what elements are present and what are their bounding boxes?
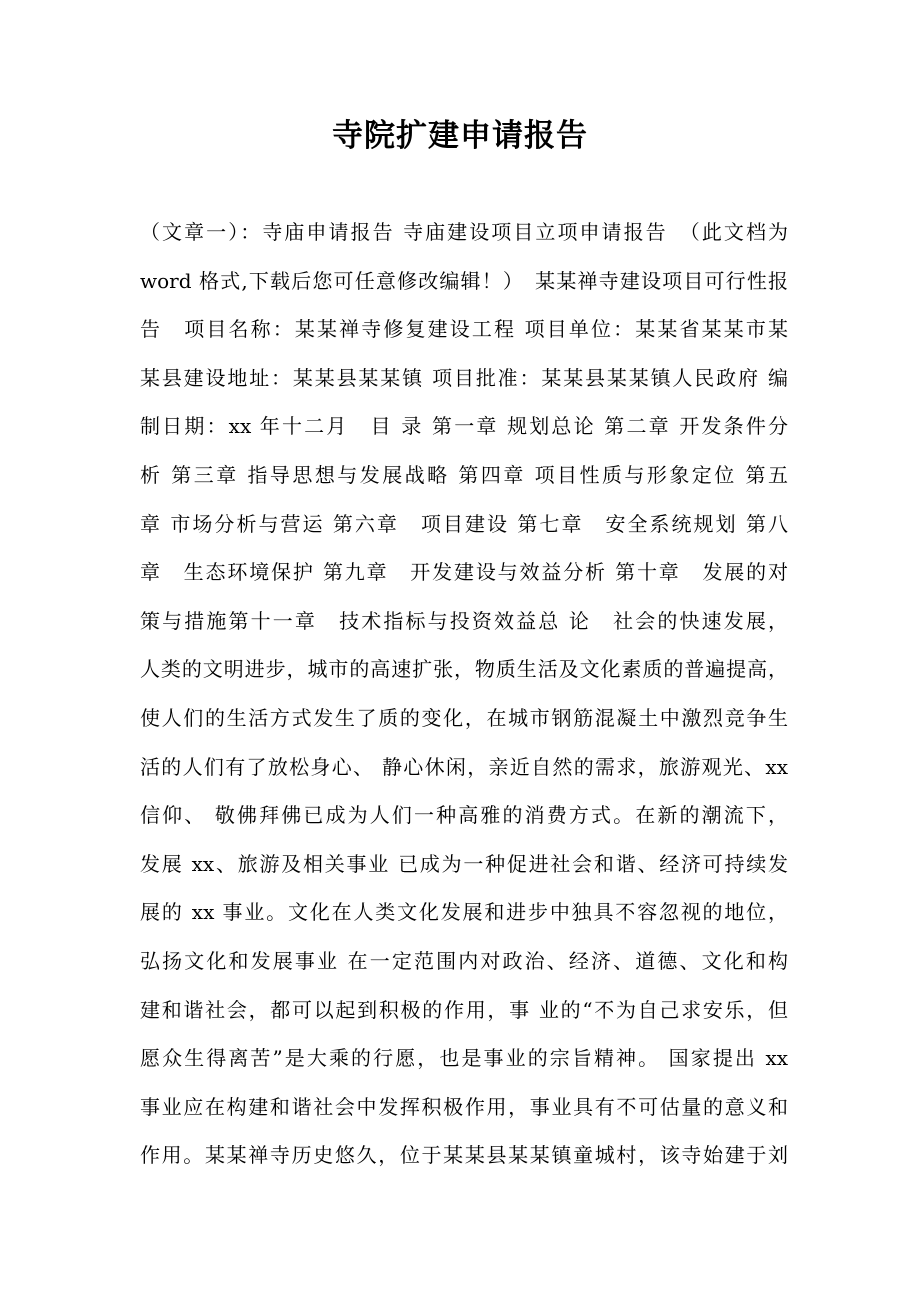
body-line: 使人们的生活方式发生了质的变化，在城市钢筋混凝土中激烈竞争生 (140, 705, 788, 730)
body-line: word 格式,下载后您可任意修改编辑！） 某某禅寺建设项目可行性报 (140, 268, 788, 293)
body-line: 制日期：xx 年十二月 目 录 第一章 规划总论 第二章 开发条件分 (140, 414, 788, 439)
document-title: 寺院扩建申请报告 (332, 118, 588, 154)
body-line: 章 生态环境保护 第九章 开发建设与效益分析 第十章 发展的对 (140, 560, 788, 585)
body-line: 告 项目名称：某某禅寺修复建设工程 项目单位：某某省某某市某 (140, 317, 788, 342)
body-line: （文章一）：寺庙申请报告 寺庙建设项目立项申请报告 （此文档为 (140, 220, 788, 244)
body-line: 某县建设地址：某某县某某镇 项目批准：某某县某某镇人民政府 编 (140, 365, 788, 390)
body-line: 章 市场分析与营运 第六章 项目建设 第七章 安全系统规划 第八 (140, 511, 788, 536)
body-line: 信仰、 敬佛拜佛已成为人们一种高雅的消费方式。在新的潮流下， (140, 803, 788, 828)
body-line: 人类的文明进步，城市的高速扩张，物质生活及文化素质的普遍提高， (140, 657, 788, 682)
body-line: 事业应在构建和谐社会中发挥积极作用，事业具有不可估量的意义和 (140, 1094, 788, 1119)
body-line: 发展 xx、旅游及相关事业 已成为一种促进社会和谐、经济可持续发 (140, 851, 788, 876)
body-line: 策与措施第十一章 技术指标与投资效益总 论 社会的快速发展， (140, 608, 788, 633)
body-line: 弘扬文化和发展事业 在一定范围内对政治、经济、道德、文化和构 (140, 948, 788, 973)
body-line: 活的人们有了放松身心、 静心休闲，亲近自然的需求，旅游观光、xx (140, 754, 788, 779)
body-line: 析 第三章 指导思想与发展战略 第四章 项目性质与形象定位 第五 (140, 462, 788, 487)
document-body (140, 208, 788, 1180)
body-line: 愿众生得离苦”是大乘的行愿，也是事业的宗旨精神。 国家提出 xx (140, 1046, 788, 1071)
body-line: 作用。某某禅寺历史悠久，位于某某县某某镇童城村，该寺始建于刘 (140, 1143, 788, 1168)
body-line: 建和谐社会，都可以起到积极的作用，事 业的“不为自己求安乐，但 (140, 997, 788, 1022)
body-line: 展的 xx 事业。文化在人类文化发展和进步中独具不容忽视的地位， (140, 900, 788, 925)
